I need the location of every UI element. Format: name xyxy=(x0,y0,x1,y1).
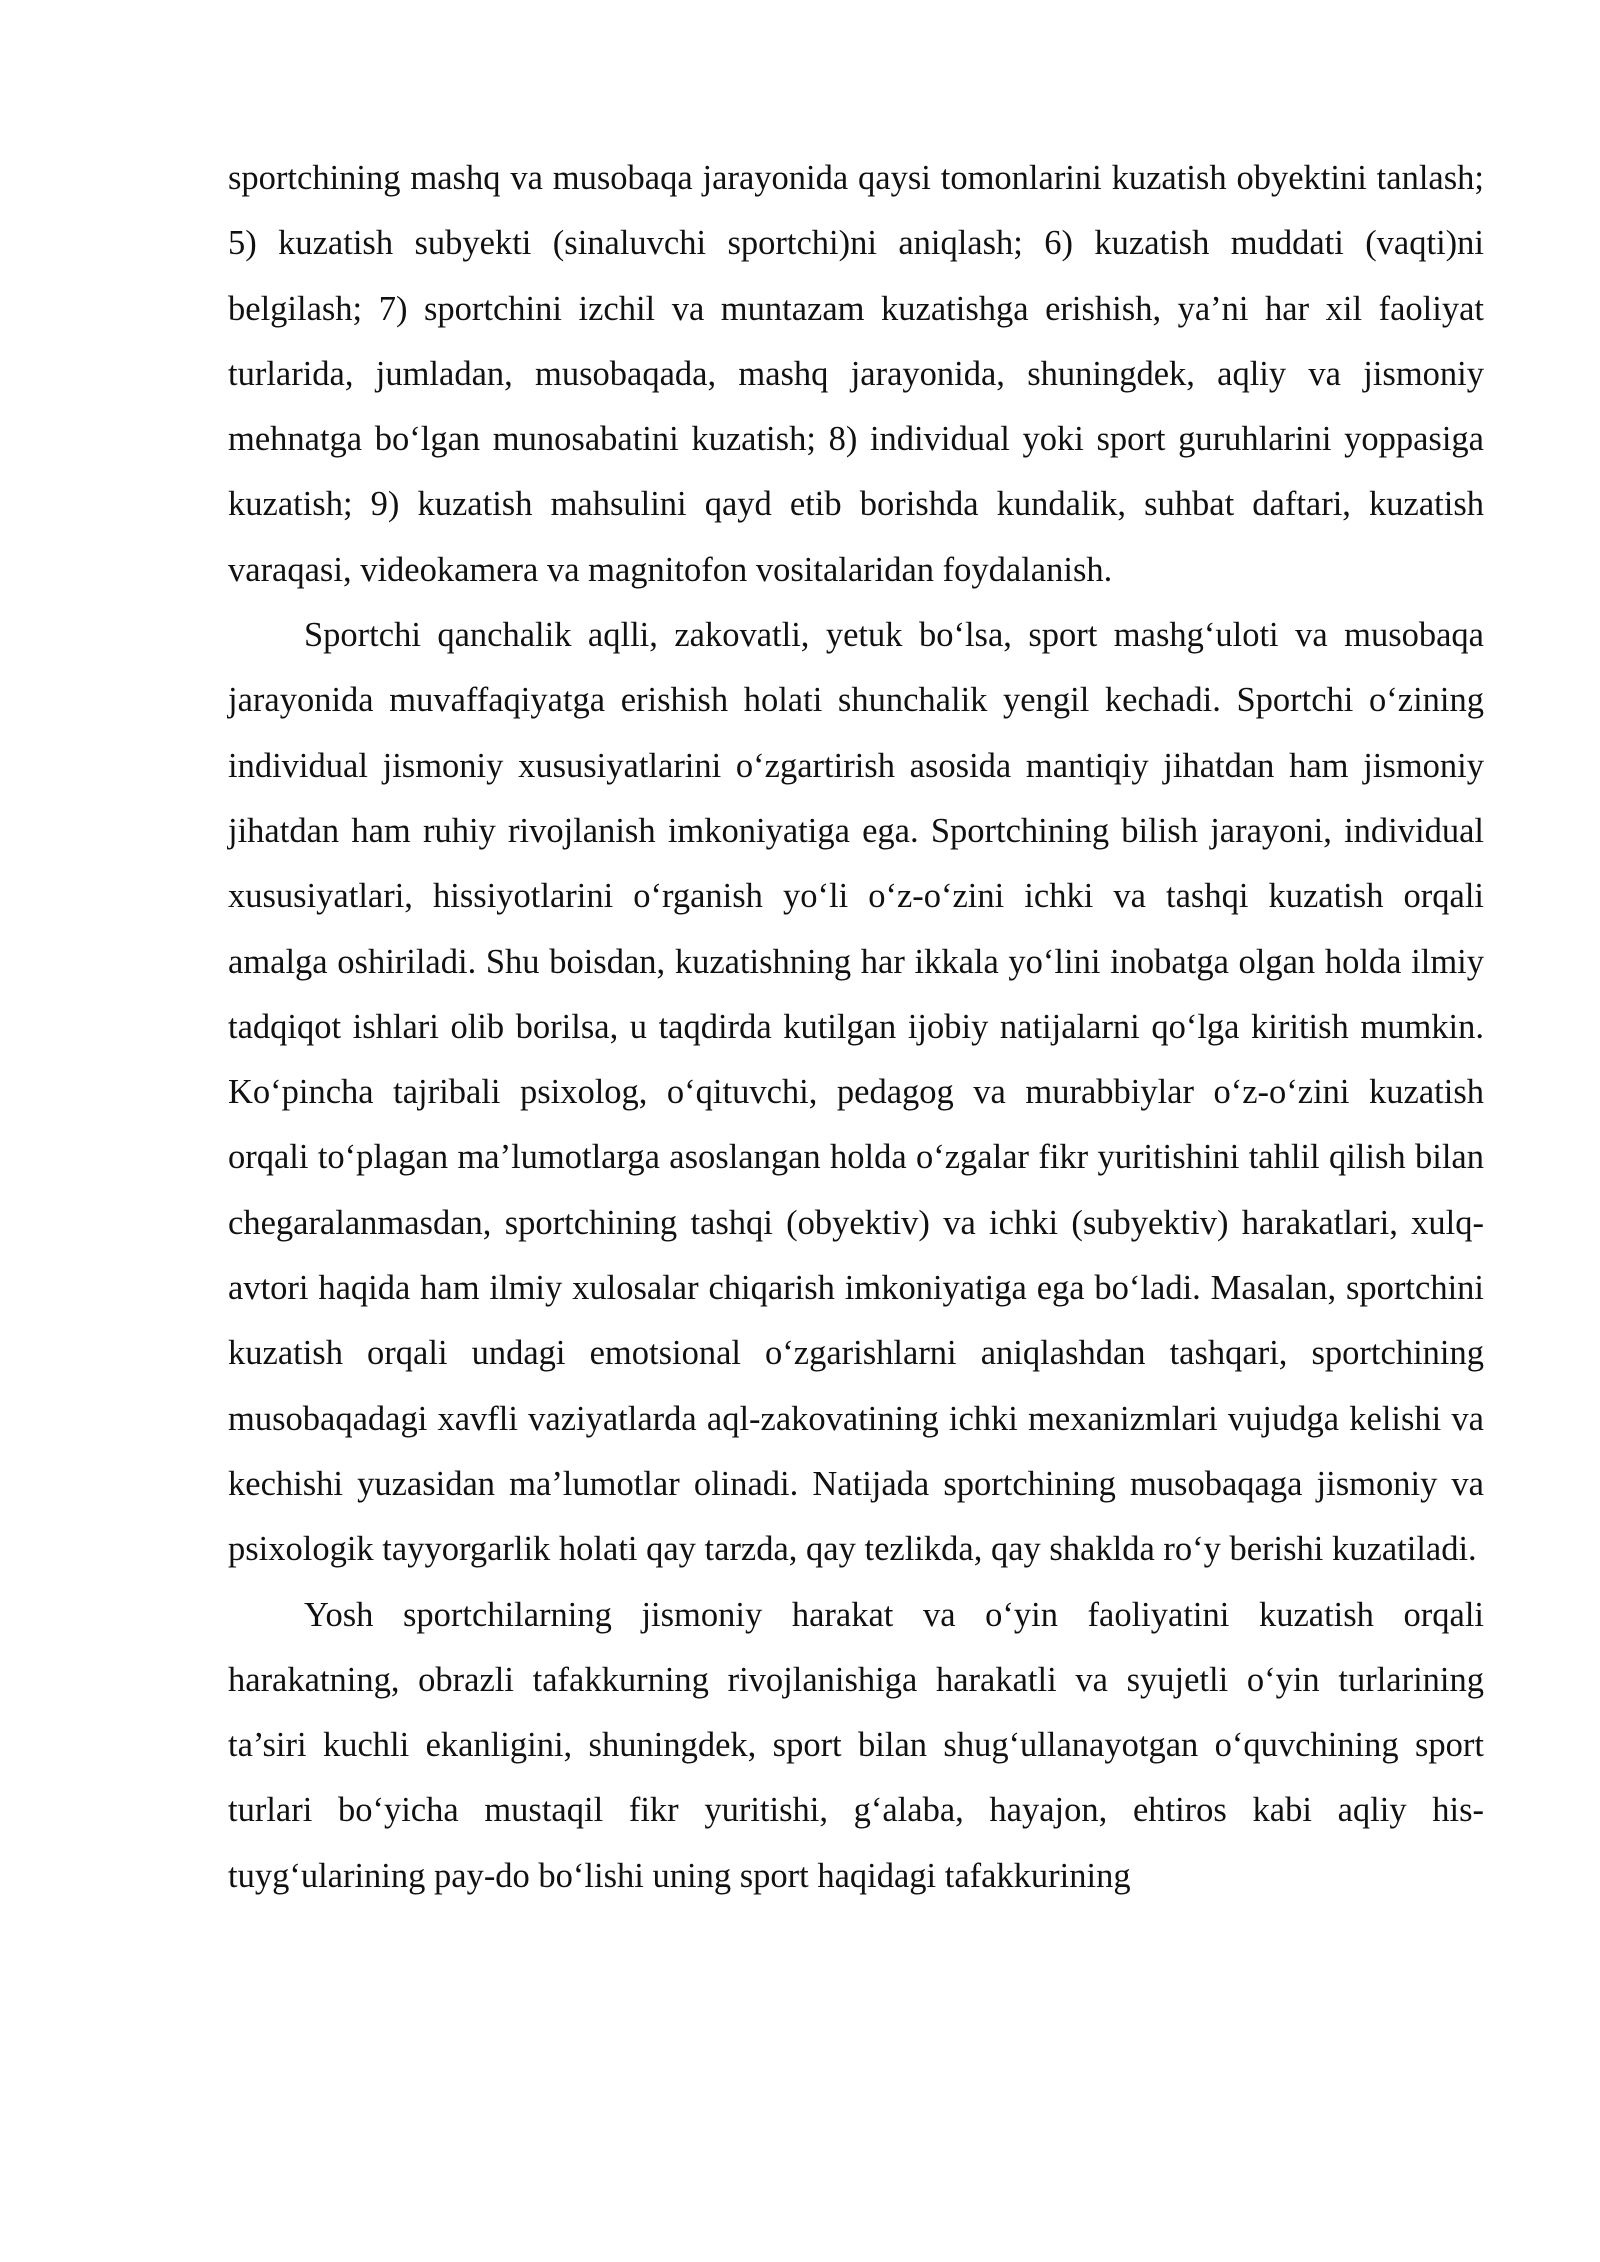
document-body xyxy=(228,146,1484,1909)
paragraph-yosh-sportchilar: Yosh sportchilarning jismoniy harakat va o‘yin faoliyatini kuzatish orqali harakatning, obrazli tafakkurning rivojlanishiga harakatli va syujetli o‘yin turlarining ta’siri kuchli ekanligini, shuningdek, sport bilan shug‘ullanayotgan o‘quvchining sport turlari bo‘yicha mustaqil fikr yuritishi, g‘alaba, hayajon, ehtiros kabi aqliy his-tuyg‘ularining pay-do bo‘lishi uning sport haqidagi tafakkurining xyxy=(228,1595,1484,1895)
paragraph-sportchi-aqlli: Sportchi qanchalik aqlli, zakovatli, yetuk bo‘lsa, sport mashg‘uloti va musobaqa jarayonida muvaffaqiyatga erishish holati shunchalik yengil kechadi. Sportchi o‘zining individual jismoniy xususiyatlarini o‘zgartirish asosida mantiqiy jihatdan ham jismoniy jihatdan ham ruhiy rivojlanish imkoniyatiga ega. Sportchining bilish jarayoni, individual xususiyatlari, hissiyotlarini o‘rganish yo‘li o‘z-o‘zini ichki va tashqi kuzatish orqali amalga oshiriladi. Shu boisdan, kuzatishning har ikkala yo‘lini inobatga olgan holda ilmiy tadqiqot ishlari olib borilsa, u taqdirda kutilgan ijobiy natijalarni qo‘lga kiritish mumkin. Ko‘pincha tajribali psixolog, o‘qituvchi, pedagog va murabbiylar o‘z-o‘zini kuzatish orqali to‘plagan ma’lumotlarga asoslangan holda o‘zgalar fikr yuritishini tahlil qilish bilan chegaralanmasdan, sportchining tashqi (obyektiv) va ichki (subyektiv) harakatlari, xulq-avtori haqida ham ilmiy xulosalar chiqarish imkoniyatiga ega bo‘ladi. Masalan, sportchini kuzatish orqali undagi emotsional o‘zgarishlarni aniqlashdan tashqari, sportchining musobaqadagi xavfli vaziyatlarda aql-zakovatining ichki mexanizmlari vujudga kelishi va kechishi yuzasidan ma’lumotlar olinadi. Natijada sportchining musobaqaga jismoniy va psixologik tayyorgarlik holati qay tarzda, qay tezlikda, qay shaklda ro‘y berishi kuzatiladi. xyxy=(228,616,1484,1569)
paragraph-continuation: sportchining mashq va musobaqa jarayonida qaysi tomonlarini kuzatish obyektini tanlash; 5) kuzatish subyekti (sinaluvchi sportchi)ni aniqlash; 6) kuzatish muddati (vaqti)ni belgilash; 7) sportchini izchil va muntazam kuzatishga erishish, ya’ni har xil faoliyat turlarida, jumladan, musobaqada, mashq jarayonida, shuningdek, aqliy va jismoniy mehnatga bo‘lgan munosabatini kuzatish; 8) individual yoki sport guruhlarini yoppasiga kuzatish; 9) kuzatish mahsulini qayd etib borishda kundalik, suhbat daftari, kuzatish varaqasi, videokamera va magnitofon vositalaridan foydalanish. xyxy=(228,159,1484,589)
